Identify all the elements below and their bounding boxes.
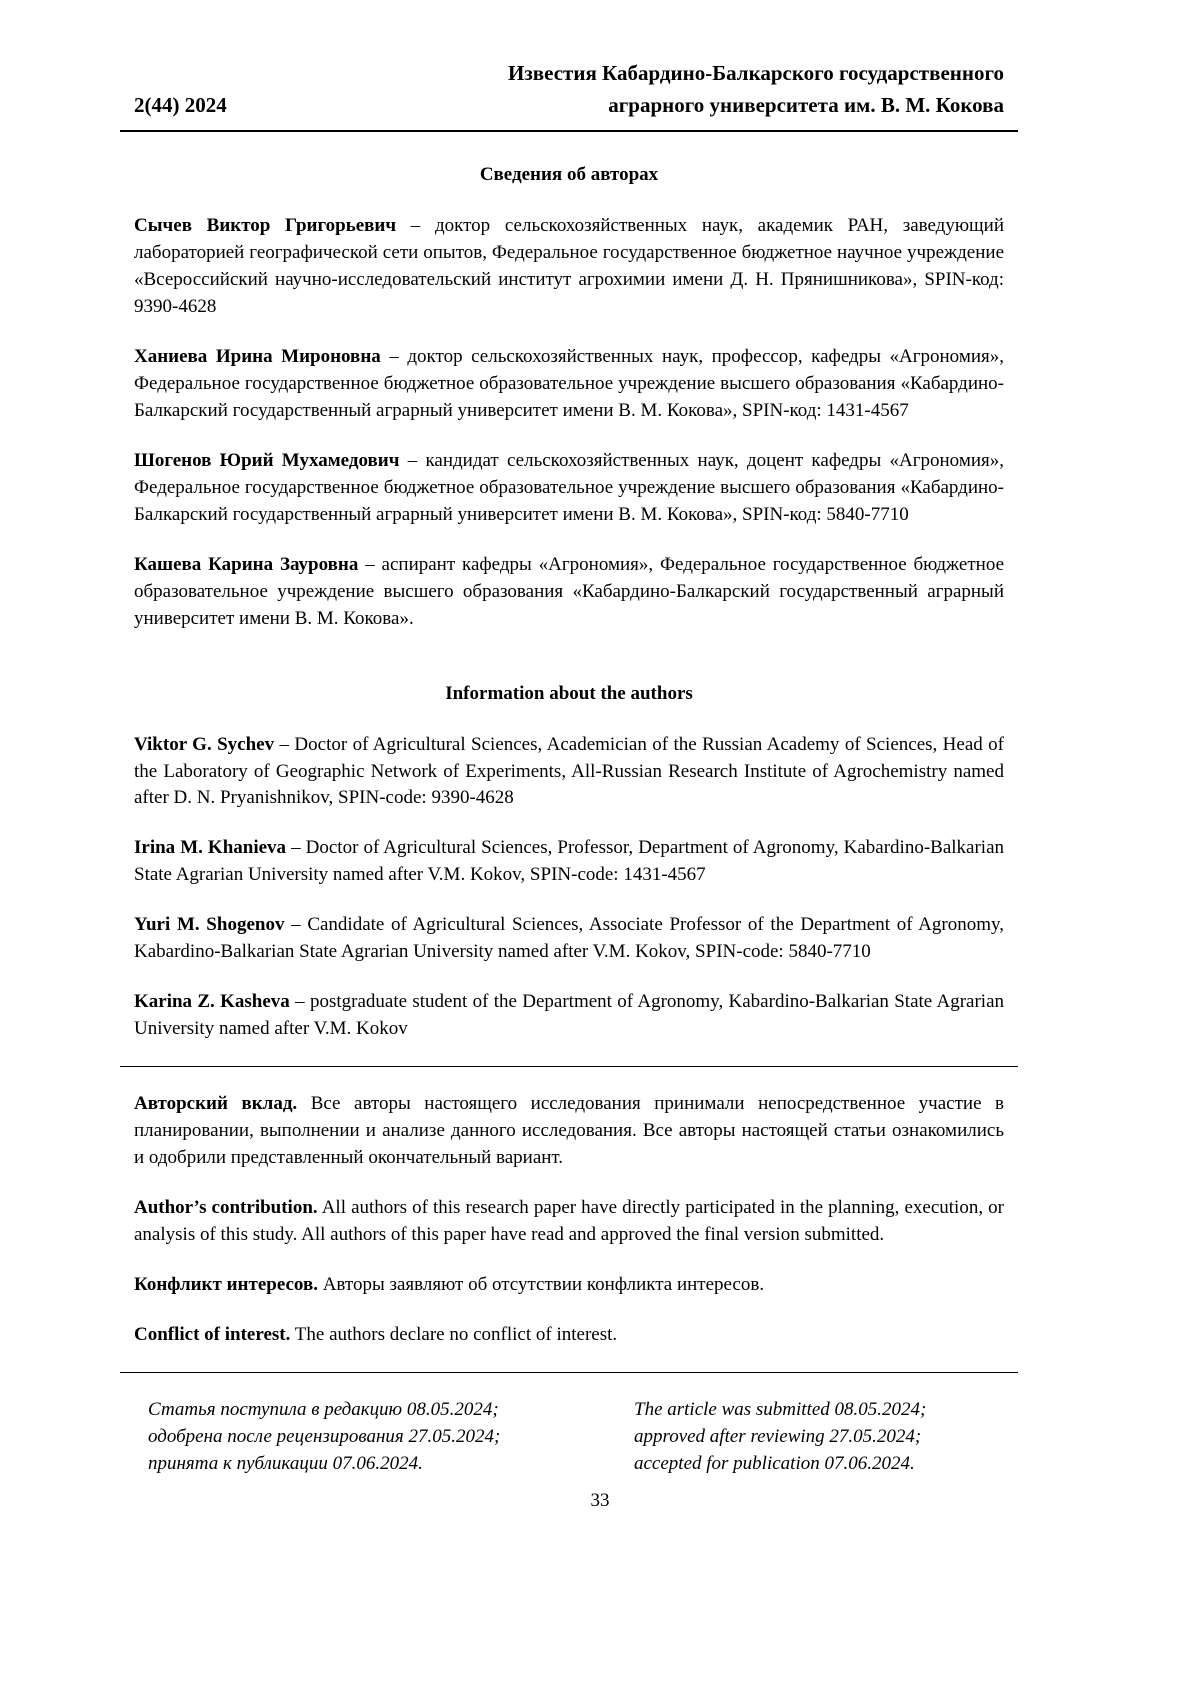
- statement-label: Авторский вклад.: [134, 1093, 298, 1115]
- journal-title-line2: аграрного университета им. В. М. Кокова: [608, 92, 1004, 117]
- statement-author-contribution-ru: [134, 1091, 1004, 1172]
- author-bio: – аспирант кафедры «Агрономия», Федеральное государственное бюджетное образовательное учреждение высшего образования «Кабардино-Балкарский государственный аграрный университет имени В. М. Кокова».: [134, 553, 1005, 629]
- statement-author-contribution-en: [134, 1195, 1004, 1249]
- dates-en-column: [634, 1397, 926, 1478]
- statement-label: Конфликт интересов.: [134, 1274, 318, 1296]
- date-line-approved-en: approved after reviewing 27.05.2024;: [634, 1426, 922, 1447]
- page-number: 33: [590, 1490, 610, 1511]
- author-entry-ru-2: [134, 344, 1004, 425]
- statement-label: Author’s contribution.: [134, 1197, 318, 1219]
- author-bio: – postgraduate student of the Department of Agronomy, Kabardino-Balkarian State Agrarian University named after V.M. Kokov: [134, 991, 1005, 1040]
- author-entry-en-4: [134, 989, 1004, 1043]
- author-name: Irina M. Khanieva: [134, 837, 287, 859]
- author-bio: – Doctor of Agricultural Sciences, Professor, Department of Agronomy, Kabardino-Balkarian State Agrarian University named after V.M. Kokov, SPIN-code: 1431-4567: [134, 837, 1005, 886]
- author-name: Кашева Карина Зауровна: [134, 553, 359, 575]
- section-heading-authors-en: Information about the authors: [445, 682, 693, 704]
- statement-text: All authors of this research paper have directly participated in the planning, execution, or analysis of this study. All authors of this paper have read and approved the final version submitted.: [134, 1197, 1005, 1246]
- statement-conflict-en: [134, 1322, 1004, 1349]
- author-entry-en-1: [134, 732, 1004, 813]
- statement-text: Все авторы настоящего исследования принимали непосредственное участие в планировании, выполнении и анализе данного исследования. Все авторы настоящей статьи ознакомились и одобрили представленный окончательный вариант.: [134, 1093, 1004, 1169]
- author-entry-ru-3: [134, 448, 1004, 529]
- author-entry-ru-1: [134, 213, 1004, 321]
- author-bio: – доктор сельскохозяйственных наук, академик РАН, заведующий лабораторией географической сети опытов, Федеральное государственное бюджетное научное учреждение «Всероссийский научно-исследовательский институт агрохимии имени Д. Н. Прянишникова», SPIN-код: 9390-4628: [134, 214, 1005, 317]
- date-line-approved-ru: одобрена после рецензирования 27.05.2024;: [148, 1426, 501, 1447]
- statement-text: Авторы заявляют об отсутствии конфликта интересов.: [322, 1274, 765, 1296]
- author-bio: – доктор сельскохозяйственных наук, профессор, кафедры «Агрономия», Федеральное государственное бюджетное образовательное учреждение высшего образования «Кабардино-Балкарский государственный аграрный университет имени В. М. Кокова», SPIN-код: 1431-4567: [134, 345, 1005, 421]
- dates-divider: [120, 1372, 1018, 1373]
- journal-title-line1: Известия Кабардино-Балкарского государственного: [508, 61, 1004, 85]
- section-heading-authors-ru: Сведения об авторах: [479, 164, 659, 185]
- author-entry-en-2: [134, 835, 1004, 889]
- author-bio: – Candidate of Agricultural Sciences, Associate Professor of the Department of Agronomy, Kabardino-Balkarian State Agrarian University named after V.M. Kokov, SPIN-code: 5840-7710: [134, 914, 1004, 963]
- author-name: Шогенов Юрий Мухамедович: [134, 449, 400, 471]
- statement-text: The authors declare no conflict of interest.: [294, 1324, 618, 1346]
- header-divider: [120, 130, 1018, 132]
- journal-title: [508, 58, 1004, 121]
- page-header: [134, 58, 1004, 121]
- date-line-submitted-en: The article was submitted 08.05.2024;: [634, 1399, 927, 1421]
- date-line-accepted-ru: принята к публикации 07.06.2024.: [148, 1452, 423, 1474]
- submission-dates: [134, 1397, 1004, 1478]
- author-bio: – кандидат сельскохозяйственных наук, доцент кафедры «Агрономия», Федеральное государственное бюджетное образовательное учреждение высшего образования «Кабардино-Балкарский государственный аграрный университет имени В. М. Кокова», SPIN-код: 5840-7710: [134, 449, 1005, 525]
- statements-divider: [120, 1066, 1018, 1067]
- author-name: Karina Z. Kasheva: [134, 991, 290, 1013]
- author-bio: – Doctor of Agricultural Sciences, Academician of the Russian Academy of Sciences, Head of the Laboratory of Geographic Network of Experiments, All-Russian Research Institute of Agrochemistry named after D. N. Pryanishnikov, SPIN-code: 9390-4628: [134, 733, 1004, 809]
- author-entry-ru-4: [134, 552, 1004, 633]
- author-name: Ханиева Ирина Мироновна: [134, 345, 381, 367]
- author-name: Yuri M. Shogenov: [134, 914, 285, 936]
- author-name: Сычев Виктор Григорьевич: [134, 214, 397, 236]
- dates-ru-column: [148, 1397, 594, 1478]
- statement-conflict-ru: [134, 1272, 1004, 1299]
- author-entry-en-3: [134, 912, 1004, 966]
- date-line-accepted-en: accepted for publication 07.06.2024.: [634, 1452, 915, 1474]
- author-name: Viktor G. Sychev: [134, 733, 275, 755]
- statement-label: Conflict of interest.: [134, 1324, 291, 1346]
- date-line-submitted-ru: Статья поступила в редакцию 08.05.2024;: [148, 1399, 499, 1421]
- issue-number: 2(44) 2024: [134, 92, 227, 117]
